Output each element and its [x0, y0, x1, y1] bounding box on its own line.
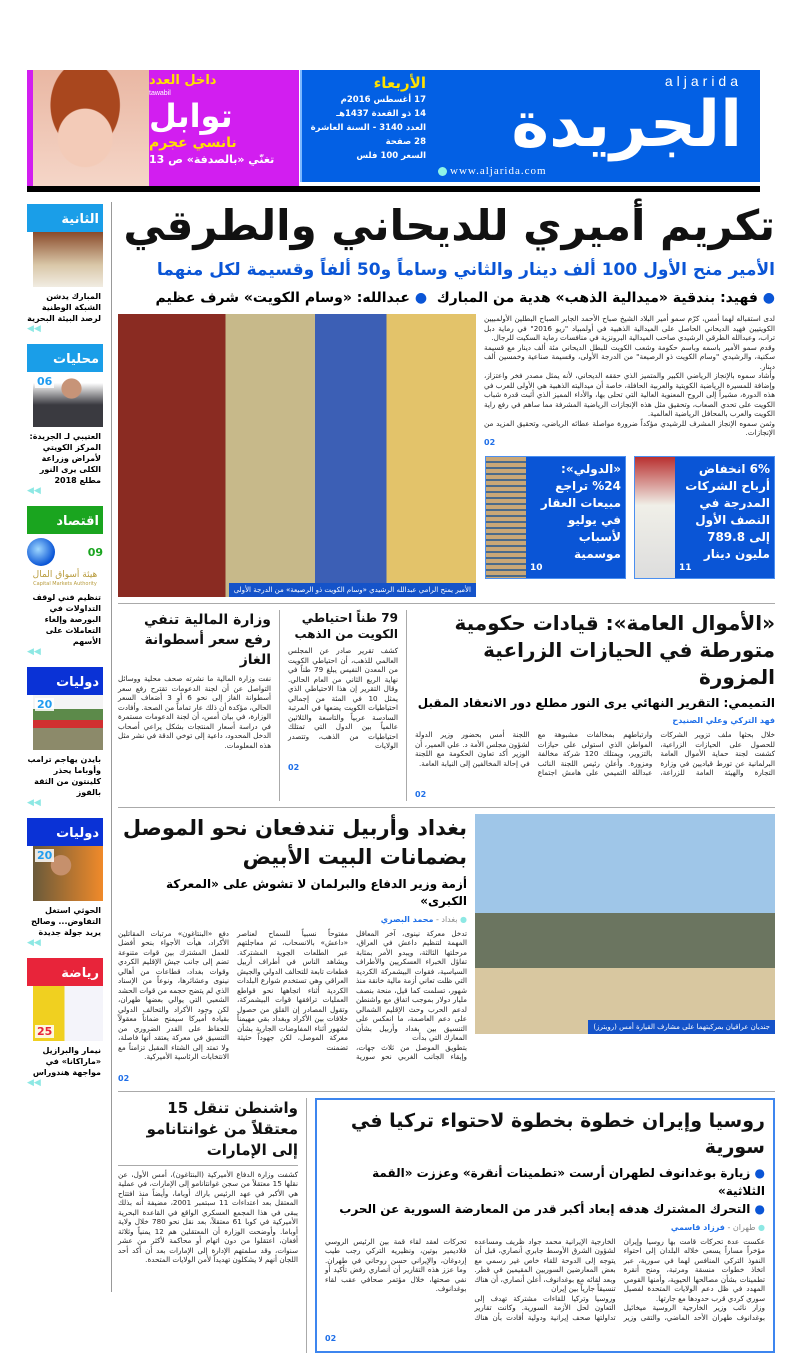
paragraph: وقدم سمو الأمير باسمه وباسم حكومة وشعب الكويت للبطل الديحاني مئة ألف دينار مع قسيمة سكنية، والرشيدي "وسام الكويت ذو الرصيعة" من الدرجة الأولى، وقسيمة صناعية وخمسين ألف دينار. — [484, 343, 775, 372]
sidebar-item-economy[interactable] — [27, 506, 103, 658]
bullet-icon: ● — [460, 915, 467, 924]
bullet-icon: ● — [758, 1223, 765, 1232]
finance-headline[interactable]: وزارة المالية تنفي رفع سعر أسطوانة الغاز — [118, 610, 271, 670]
guantanamo-headline[interactable]: واشنطن تنقل 15 معتقلاً من غوانتانامو إلى الإمارات — [118, 1098, 298, 1161]
page-number: 20 — [35, 698, 54, 711]
finance-body: نفت وزارة المالية ما نشرته صحف محلية ووسائل التواصل عن أن لجنة الدعومات تقترح رفع سعر أسطوانة الغاز إلى نحو 6 أو 3 أضعاف السعر الحالي، مؤكدة أن ذلك عار تماماً من الصحة. وأفادت الوزارة، في بيان أمس، أن لجنة الدعومات مستمرة في دراسة أسعار المنتجات بشكل يراعي أصحاب الدخل المحدود، داعية إلى توخي الدقة في نشر مثل هذه المعلومات. — [118, 674, 271, 750]
main-content — [118, 200, 775, 1353]
page-ref[interactable]: 02 — [118, 1074, 129, 1083]
lead-text-column — [484, 314, 775, 579]
issue-price: السعر 100 فلس — [302, 149, 426, 163]
cma-logo-latin: Capital Markets Authority — [27, 581, 103, 588]
paragraph: تدخل معركة نينوى، آخر المعاقل المهمة لتنظيم داعش في العراق، مرحلتها الثالثة، ويبدو الأمر بمثابة تفاؤل الخبراء العسكريين والأطراف السياسية، فقوات البيشمركة الكردية التي ظلت تعاني أزمة مالية خانقة منذ شهور، تسلمت كما قيل، منحة بنصف مليار دولار بموجب اتفاق مع واشنطن لدعم الحرب وحث الإقليم الشمالي على دعم العاصمة، ما انعكس على التنسيق بين بغداد وأربيل بشأن المعارك التي بدأت — [356, 929, 467, 1043]
masthead-rule — [27, 186, 760, 192]
teaser-text-block — [526, 457, 625, 578]
section-teaser: نيمار والبرازيل «ماراكانا» في مواجهة هندوراس — [27, 1041, 103, 1078]
teaser-photo — [486, 457, 526, 578]
teaser-text-block — [675, 457, 774, 578]
guantanamo-body: كشفت وزارة الدفاع الأميركية (البنتاغون)، أمس الأول، عن نقلها 15 معتقلاً من سجن غوانتانامو إلى الإمارات، في عملية هي الأكبر في عهد الرئيس باراك أوباما، وأيضاً منذ افتتاح المعتقل بعد اعتداءات 11 سبتمبر 2001، مضيفة أنه بذلك يبقى في هذا المجمع العسكري الواقع في القاعدة البحرية الأميركية في كوبا 61 معتقلاً، بعد نقل نحو 780 خلال ولاية أوباما. وأوضحت الوزارة أن المعتقلين هم 12 يمنياً وثلاثة أفغان، اعتقلوا من دون اتهام أو محاكمة لأكثر من عشر سنوات، وقد سلمتهم الإدارة إلى الإمارات بعد أن أكد أحد اللجان أنهم لا يشكلون تهديداً لأمن الولايات المتحدة. — [118, 1170, 298, 1265]
page-ref[interactable]: 02 — [325, 1334, 336, 1343]
globe-logo-icon — [27, 538, 55, 566]
issue-date-hijri: 14 ذو القعدة 1437هـ — [302, 107, 426, 121]
promo-text — [149, 73, 293, 168]
section-label: اقتصاد — [27, 506, 103, 534]
teaser-real-estate[interactable] — [485, 456, 626, 579]
gold-headline[interactable]: 79 طناً احتياطي الكويت من الذهب — [288, 610, 398, 642]
page-ref[interactable]: 02 — [415, 790, 426, 799]
divider — [306, 1098, 307, 1353]
page-number: 11 — [679, 563, 770, 574]
finance-article — [118, 610, 271, 750]
more-arrow-icon[interactable]: ◀◀ — [27, 324, 103, 335]
bullet-icon: ● — [415, 290, 427, 306]
issue-pages: 28 صفحة — [302, 135, 426, 149]
paragraph: دفع «البنتاغون» مرتبات المقاتلين الأكراد، هيأت الأجواء بنحو أفضل للعمل المشترك بين قوات متنوعة تضم إلى جانب جيش الإقليم الكردي وقوات بغداد، قطاعات من أهالي نينوى وعشائرها، ونوعاً من الإسناد الذي لم يتضح حجمه من قوات الحشد الشعبي التي يوالي بعضها طهران، لكن وجود الأكراد والتحالف الدولي بقيادة أميركا سيمنح ضماناً معقولاً للحفاظ على القدر الضروري من التنسيق في معركة يعتقد أنها فاصلة، ولا تمتد إلى الشتاء المقبل تزامناً مع الانتخابات الرئاسية الأميركية. — [118, 929, 229, 1062]
amwal-subheadline: التميمي: التقرير النهائي يرى النور مطلع دور الانعقاد المقبل — [415, 695, 775, 711]
lead-bullet: عبدالله: «وسام الكويت» شرف عظيم — [155, 290, 409, 306]
section-photo — [33, 695, 103, 750]
website-link[interactable]: www.aljarida.com — [450, 164, 547, 178]
russia-bullet: التحرك المشترك هدفه إبعاد أكبر قدر من المعارضة السورية عن الحرب — [339, 1202, 750, 1216]
section-teaser: الحوثي استغل التفاوض... وصالح يريد جولة جديدة — [27, 901, 103, 938]
baghdad-body — [118, 929, 467, 1062]
sidebar — [27, 204, 103, 1089]
section-teaser: المبارك يدشن الشبكة الوطنية لرصد البيئة البحرية — [27, 287, 103, 324]
byline-place: طهران - — [727, 1223, 755, 1232]
baghdad-article — [118, 814, 467, 1085]
more-arrow-icon[interactable]: ◀◀ — [27, 798, 103, 809]
russia-bullets — [325, 1164, 765, 1218]
more-arrow-icon[interactable]: ◀◀ — [27, 1078, 103, 1089]
more-arrow-icon[interactable]: ◀◀ — [27, 647, 103, 658]
section-teaser: تنظيم فني لوقف التداولات في البورصة وإلغاء التعاملات على الأسهم — [27, 588, 103, 647]
issue-info — [300, 70, 432, 182]
bullet-icon: ● — [755, 1166, 765, 1180]
economy-logo-row — [27, 534, 103, 566]
lead-row — [118, 314, 775, 597]
russia-bullet: زيارة بوغدانوف لطهران أرست «تطمينات أنقرة» وعززت «القمة الثلاثية» — [372, 1166, 765, 1198]
baghdad-headline[interactable]: بغداد وأربيل تندفعان نحو الموصل بضمانات البيت الأبيض — [118, 814, 467, 872]
page-ref[interactable]: 02 — [484, 438, 495, 447]
more-arrow-icon[interactable]: ◀◀ — [27, 486, 103, 497]
section-label: رياضة — [27, 958, 103, 986]
promo-brand-latin: tawabil — [149, 89, 171, 98]
photo-caption: الأمير يمنح الرامي عبدالله الرشيدي «وسام الكويت ذو الرصيعة» من الدرجة الأولى — [229, 583, 476, 597]
sidebar-item-second-page[interactable] — [27, 204, 103, 335]
sidebar-divider — [111, 202, 112, 1292]
logo-latin: aljarida — [665, 72, 742, 90]
sidebar-item-international-1[interactable] — [27, 667, 103, 809]
paragraph: بتطويق الموصل من ثلاث جهات، وإبقاء الجانب الغربي نحو سورية مفتوحاً نسبياً للسماح لعناصر «داعش» بالانسحاب، ثم معاجلتهم عبر الطلعات الجوية المشتركة. ويشاهد الناس في أطراف أربيل قطعات تابعة للتحالف الدولي والجيش العراقي وهي تستخدم شوارع البلدات الكردية أثناء اتجاهها نحو قواطع العمليات ترافقها قوات البيشمركة، وتقول المصادر إن القلق من حصول خلافات بين الأكراد وبغداد بقي مهيمناً لشهور أثناء المفاوضات الجارية بشأن معركة الموصل، لكن جهوداً حثيثة تضمنت — [237, 929, 467, 1062]
sidebar-item-sports[interactable] — [27, 958, 103, 1089]
amwal-article — [415, 610, 775, 801]
sidebar-item-international-2[interactable] — [27, 818, 103, 949]
logo-dot-icon — [438, 167, 447, 176]
section-photo — [33, 986, 103, 1041]
baghdad-row — [118, 807, 775, 1085]
amwal-row — [118, 603, 775, 801]
section-label: محليات — [27, 344, 103, 372]
page-ref[interactable]: 02 — [288, 763, 299, 772]
section-label: دوليات — [27, 818, 103, 846]
russia-headline[interactable]: روسيا وإيران خطوة بخطوة لاحتواء تركيا في سورية — [325, 1108, 765, 1160]
paragraph: وزار نائب وزير الخارجية الروسية ميخائيل بوغدانوف طهران الأحد الماضي، والتقى وزير الخارجية الإيرانية محمد جواد ظريف ومساعده لشؤون الشرق الأوسط جابري أنصاري، قبل أن يتوجه إلى الدوحة للقاء خاص غير رسمي مع بعض المعارضين السوريين المقيمين في قطر. وبعد لقائه مع بوغدانوف، أعلن أنصاري، أن هناك تنسيقاً جارياً بين إيران — [474, 1237, 765, 1323]
gold-article — [288, 610, 398, 774]
section-teaser: العتيبي لـ الجريدة: المركز الكويتي لأمراض وزراعة الكلى يرى النور مطلع 2018 — [27, 427, 103, 486]
photo-caption: جنديان عراقيان بمركبتهما على مشارف القيارة أمس (رويترز) — [588, 1020, 775, 1034]
promo-tag: تغنّي «بالصدفة» ص 13 — [149, 152, 274, 168]
promo-name: نانسي عجرم — [149, 134, 237, 152]
byline — [325, 1222, 765, 1233]
lead-article-body — [484, 314, 775, 448]
byline-place: بغداد - — [436, 915, 458, 924]
newspaper-logo: الجريدة — [511, 90, 742, 160]
page-number: 10 — [530, 563, 621, 574]
teaser-listed-profits[interactable] — [634, 456, 775, 579]
baghdad-subheadline: أزمة وزير الدفاع والبرلمان لا تشوش على «المعركة الكبرى» — [118, 876, 467, 910]
divider — [406, 610, 407, 801]
promo-photo — [33, 70, 149, 187]
amwal-headline[interactable]: «الأموال العامة»: قيادات حكومية متورطة في الحيازات الزراعية المزورة — [415, 610, 775, 691]
paragraph: وروسيا وتركيا للقاءات مشتركة تهدف إلى التعاون لحل الأزمة السورية. وكانت تقارير تداولتها صحف إيرانية ودولية أفادت بأن هناك تحركات لعقد لقاء قمة بين الرئيس الروسي فلاديمير بوتين، ونظيريه التركي رجب طيب إردوغان، والإيراني حسن روحاني في طهران. وما عزز هذه التقارير أن أنصاري رفض تأكيد أو نفي صحتها، خلال مؤتمر صحافي عقب لقاء بوغدانوف. — [325, 1237, 616, 1323]
russia-body — [325, 1237, 765, 1323]
promo-brand: توابل — [149, 98, 233, 134]
teaser-text: «الدولي»: 24% تراجع مبيعات العقار في يوليو لأسباب موسمية — [530, 461, 621, 563]
masthead — [300, 70, 760, 182]
divider — [118, 1165, 298, 1166]
paragraph: وثمن سموه الإنجاز المشرف للرشيدي مؤكداً ضرورة مواصلة عطائه الرياضي، وتحقيق المزيد من الإنجازات. — [484, 419, 775, 438]
page-number: 20 — [35, 849, 54, 862]
paragraph: لدى استقباله لهما أمس، كرّم سمو أمير البلاد الشيخ صباح الأحمد الجابر الصباح البطلين الأولمبيين الكويتيين فهيد الديحاني الحاصل على الميدالية الذهبية في أولمبياد "ريو 2016" في رماية دبل تراب، وعبدالله الطرقي الرشيدي صاحب الميدالية البرونزية في منافسات رماية السكيت للرجال. — [484, 314, 775, 343]
section-photo — [33, 846, 103, 901]
lead-subheadline: الأمير منح الأول 100 ألف دينار والثاني وساماً و50 ألفاً وقسيمة لكل منهما — [118, 258, 775, 282]
section-photo — [33, 372, 103, 427]
divider — [279, 610, 280, 801]
section-label: الثانية — [27, 204, 103, 232]
byline — [118, 914, 467, 925]
paragraph: وأشاد سموه بالإنجاز الرياضي الكبير والمتميز الذي حققه الديحاني، لأنه يمثل مصدر فخر واعتزاز، وإضافة للمسيرة الرياضية الكويتية والعربية الحافلة، خاصة أن ميداليته الذهبية هي الأولى للعرب في هذه الدورة، مشيراً إلى الروح المعنوية العالية التي تحلى بها، والأداء المميز الذي أثبت قدرة شباب الكويت على تحدي الصعاب، وتحقيق مثل هذه الإنجازات الرياضية المشرفة مما ساهم في رفع راية الكويت والعرب بالمحافل الرياضية العالمية. — [484, 371, 775, 419]
teaser-text: 6% انخفاض أرباح الشركات المدرجة في النصف الأول إلى 789.8 مليون دينار — [679, 461, 770, 563]
lead-bullet: فهيد: بندقية «ميدالية الذهب» هدية من المبارك — [437, 290, 758, 306]
guantanamo-article — [118, 1098, 298, 1265]
bottom-row — [118, 1091, 775, 1353]
gold-body: كشف تقرير صادر عن المجلس العالمي للذهب، أن احتياطي الكويت من المعدن النفيس يبلغ 79 طناً في نهاية الربع الثاني من العام الحالي. وقال التقرير إن هذا الاحتياطي الذي يمثل 10 في المئة من إجمالي احتياطيات الكويت يضعها في المرتبة السادسة عربياً والتاسعة والثلاثين عالمياً بين الدول التي تمتلك احتياطيات من الذهب، وتتصدر الولايات — [288, 646, 398, 751]
section-teaser: بايدن يهاجم ترامب وأوباما يحذر كلينتون من الثقة بالفوز — [27, 750, 103, 798]
page-number: 06 — [35, 375, 54, 388]
promo-inside-label: داخل العدد — [149, 73, 216, 89]
lead-photo — [118, 314, 476, 597]
byline-name: فرزاد قاسمي — [671, 1223, 725, 1232]
lead-headline[interactable]: تكريم أميري للديحاني والطرقي — [118, 200, 775, 252]
lead-bullets — [118, 288, 775, 308]
promo-banner[interactable] — [27, 70, 299, 187]
issue-number: العدد 3140 - السنة العاشرة — [302, 121, 426, 135]
page-number: 25 — [35, 1025, 54, 1038]
baghdad-photo — [475, 814, 775, 1034]
teaser-photo — [635, 457, 675, 578]
byline-name: محمد البصري — [381, 915, 434, 924]
issue-date-gregorian: 17 أغسطس 2016م — [302, 93, 426, 107]
teasers — [484, 456, 775, 579]
sidebar-item-local[interactable] — [27, 344, 103, 497]
more-arrow-icon[interactable]: ◀◀ — [27, 938, 103, 949]
section-label: دوليات — [27, 667, 103, 695]
bullet-icon: ● — [755, 1202, 765, 1216]
paragraph: عكست عدة تحركات قامت بها روسيا وإيران مؤخراً مساراً يسعى خلاله البلدان إلى احتواء النفوذ التركي المنافس لهما في سورية، عبر اتخاذ خطوات منسقة ومرتبة، ومنح أنقرة تطمينات بشأن مصالحها الحيوية، وأمنها القومي المهدد في ظل دعم الولايات المتحدة لفصيل سوري كردي قرب حدودها مع جارتها. — [624, 1237, 765, 1304]
page-number: 09 — [88, 546, 103, 559]
cma-logo-text: هيئة أسواق المال — [27, 569, 103, 581]
issue-day: الأربعاء — [302, 74, 426, 93]
amwal-body: خلال بحثها ملف تزوير الشركات للحصول على الحيازات الزراعية، كشفت لجنة حماية الأموال العامة البرلمانية عن تورط قياديين في وزارة التجارة والهيئة العامة للزراعة، وارتباطهم بمخالفات مشبوهة مع المواطن الذي استولى على حيازات بالتزوير، ويمتلك 120 شركة مخالفة ومزورة. وأعلن رئيس اللجنة النائب عبدالله التميمي على هامش اجتماع اللجنة أمس بحضور وزير الدولة لشؤون مجلس الأمة د. علي العمير، أن الوزير أكد تعاون الحكومة مع اللجنة في إحالة المخالفين إلى النيابة العامة. — [415, 730, 775, 778]
russia-article-box — [315, 1098, 775, 1353]
bullet-icon: ● — [763, 290, 775, 306]
section-photo — [33, 232, 103, 287]
byline: فهد التركي وعلي الصنيدح — [415, 715, 775, 726]
